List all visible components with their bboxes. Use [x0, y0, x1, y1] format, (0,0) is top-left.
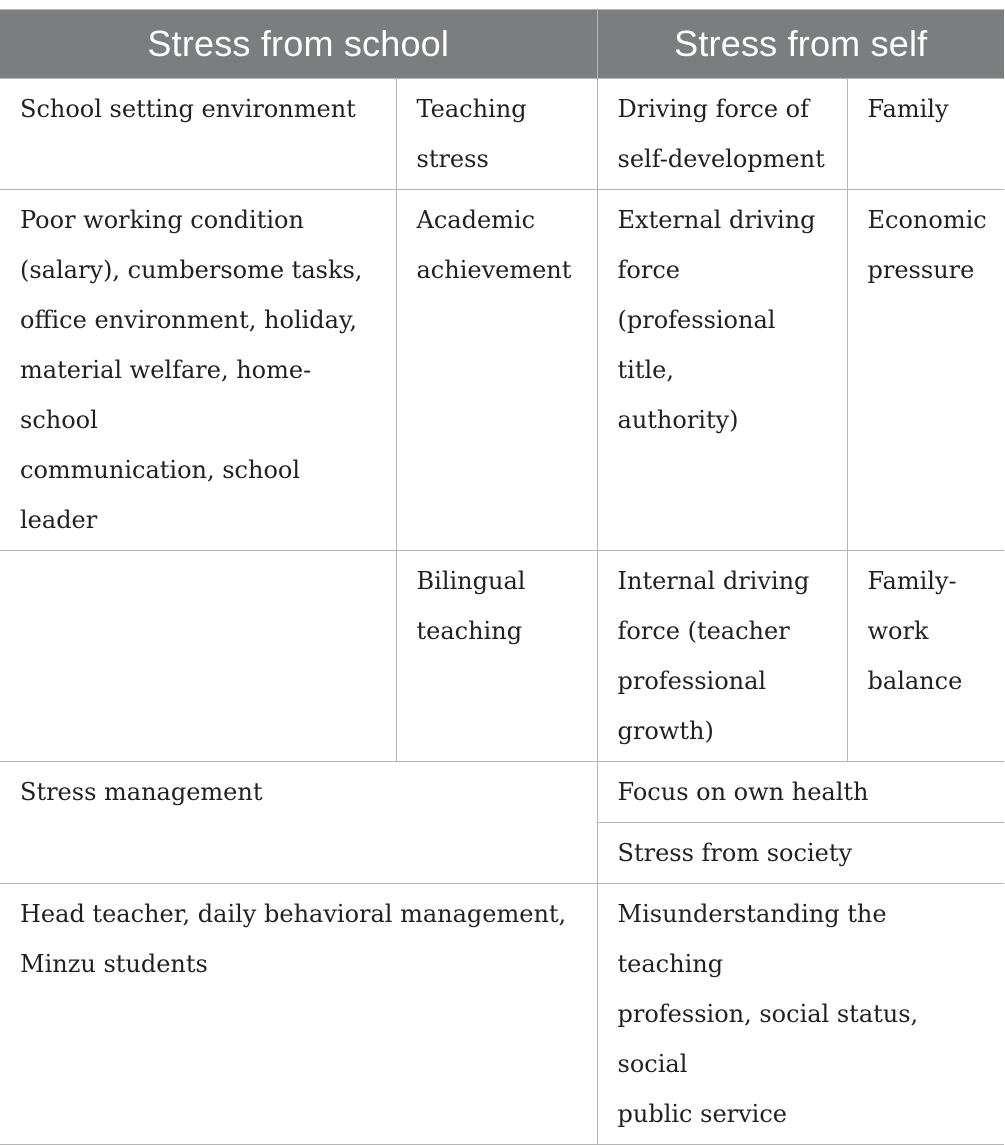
header-row	[0, 10, 1004, 79]
table-cell: Family	[847, 79, 1004, 190]
table-row	[0, 884, 1004, 1145]
header-stress-from-self: Stress from self	[597, 10, 1004, 79]
table-cell: External driving force (professional title, authority)	[597, 190, 847, 551]
table-cell: Driving force of self-development	[597, 79, 847, 190]
table-row	[0, 79, 1004, 190]
table-cell	[0, 551, 396, 762]
table-cell: Stress from society	[597, 823, 1004, 884]
table-row	[0, 762, 1004, 823]
table-cell: Stress management	[0, 762, 597, 884]
stress-sources-table	[0, 9, 1004, 1145]
table-cell: Internal driving force (teacher professional growth)	[597, 551, 847, 762]
table-row	[0, 190, 1004, 551]
table-cell: Teaching stress	[396, 79, 597, 190]
header-stress-from-school: Stress from school	[0, 10, 597, 79]
table-cell: School setting environment	[0, 79, 396, 190]
table-cell: Head teacher, daily behavioral management, Minzu students	[0, 884, 597, 1145]
table-row	[0, 551, 1004, 762]
table-cell: Focus on own health	[597, 762, 1004, 823]
table-cell: Poor working condition (salary), cumbersome tasks, office environment, holiday, material welfare, home-school communication, school leader	[0, 190, 396, 551]
table-cell: Bilingual teaching	[396, 551, 597, 762]
table-cell: Family- work balance	[847, 551, 1004, 762]
table-cell: Academic achievement	[396, 190, 597, 551]
table-cell: Economic pressure	[847, 190, 1004, 551]
table-cell: Misunderstanding the teaching profession, social status, social public service	[597, 884, 1004, 1145]
